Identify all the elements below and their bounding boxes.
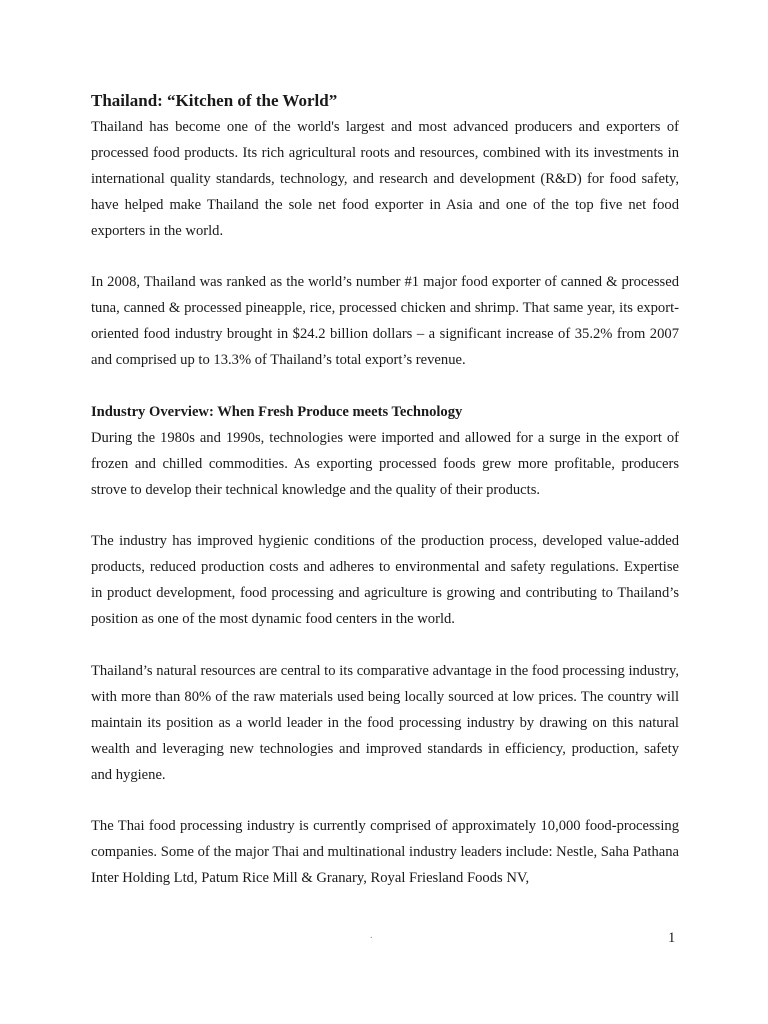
paragraph-section-2: The industry has improved hygienic conditions of the production process, developed value-added products, reduced production costs and adheres to environmental and safety regulations. Expertise in product development, food processing and agriculture is growing and contributing to Thailand’s position as one of the most dynamic food centers in the world. (91, 533, 679, 628)
document-title: Thailand: “Kitchen of the World” (91, 91, 338, 110)
paragraph-intro-1: Thailand has become one of the world's largest and most advanced producers and exporters of processed food products. Its rich agricultural roots and resources, combined with its investments in international quality standards, technology, and research and development (R&D) for food safety, have helped make Thailand the sole net food exporter in Asia and one of the top five net food exporters in the world. (91, 119, 679, 239)
section-heading: Industry Overview: When Fresh Produce meets Technology (91, 403, 463, 420)
document-page (91, 88, 679, 918)
paragraph-section-1: During the 1980s and 1990s, technologies were imported and allowed for a surge in the export of frozen and chilled commodities. As exporting processed foods grew more profitable, producers strove to develop their technical knowledge and the quality of their products. (91, 429, 679, 498)
paragraph-section-3: Thailand’s natural resources are central to its comparative advantage in the food processing industry, with more than 80% of the raw materials used being locally sourced at low prices. The country will maintain its position as a world leader in the food processing industry by drawing on this natural wealth and leveraging new technologies and improved standards in efficiency, production, safety and hygiene. (91, 662, 679, 783)
paragraph-section-4: The Thai food processing industry is currently comprised of approximately 10,000 food-processing companies. Some of the major Thai and multinational industry leaders include: Nestle, Saha Pathana Inter Holding Ltd, Patum Rice Mill & Granary, Royal Friesland Foods NV, (91, 818, 679, 887)
footer-dot: . (370, 930, 373, 941)
paragraph-intro-2: In 2008, Thailand was ranked as the world’s number #1 major food exporter of canned & processed tuna, canned & processed pineapple, rice, processed chicken and shrimp. That same year, its export-oriented food industry brought in $24.2 billion dollars – a significant increase of 35.2% from 2007 and comprised up to 13.3% of Thailand’s total export’s revenue. (91, 274, 679, 369)
page-number: 1 (668, 930, 676, 946)
